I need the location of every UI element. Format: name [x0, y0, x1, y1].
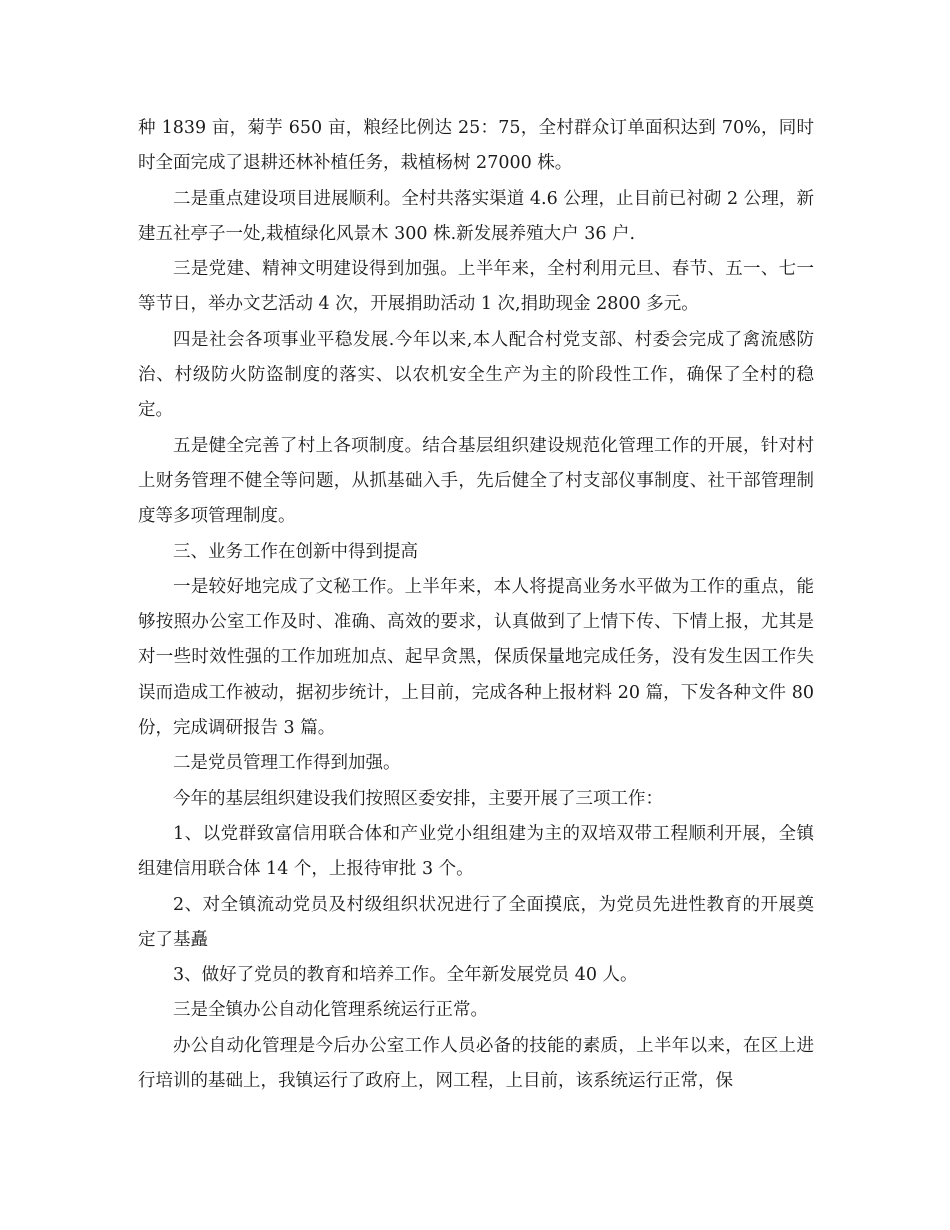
list-item-1: 1、以党群致富信用联合体和产业党小组组建为主的双培双带工程顺利开展，全镇组建信用联合体 14 个，上报待审批 3 个。	[138, 823, 814, 880]
paragraph-9: 今年的基层组织建设我们按照区委安排，主要开展了三项工作：	[173, 788, 663, 809]
list-item-2: 2、对全镇流动党员及村级组织状况进行了全面摸底，为党员先进性教育的开展奠定了基矗	[138, 894, 814, 950]
list-item-3: 3、做好了党员的教育和培养工作。全年新发展党员 40 人。	[173, 965, 638, 986]
paragraph-4: 四是社会各项事业平稳发展.今年以来,本人配合村党支部、村委会完成了禽流感防治、村级防火防盗制度的落实、以农机安全生产为主的阶段性工作，确保了全村的稳定。	[138, 329, 814, 421]
document-body	[138, 111, 814, 1099]
paragraph-14: 办公自动化管理是今后办公室工作人员必备的技能的素质，上半年以来，在区上进行培训的基础上，我镇运行了政府上，网工程，上目前，该系统运行正常，保	[138, 1035, 814, 1092]
paragraph-13: 三是全镇办公自动化管理系统运行正常。	[173, 1000, 488, 1021]
paragraph-5: 五是健全完善了村上各项制度。结合基层组织建设规范化管理工作的开展，针对村上财务管理不健全等问题，从抓基础入手，先后健全了村支部仪事制度、社干部管理制度等多项管理制度。	[138, 435, 814, 527]
paragraph-1: 种 1839 亩，菊芋 650 亩，粮经比例达 25：75，全村群众订单面积达到 70%，同时时全面完成了退耕还林补植任务，栽植杨树 27000 株。	[138, 118, 814, 174]
section-heading: 三、业务工作在创新中得到提高	[173, 541, 418, 562]
paragraph-2: 二是重点建设项目进展顺利。全村共落实渠道 4.6 公理，止目前已衬砌 2 公理，新建五社亭子一处,栽植绿化风景木 300 株.新发展养殖大户 36 户.	[138, 188, 814, 244]
paragraph-8: 二是党员管理工作得到加强。	[173, 753, 401, 774]
paragraph-7: 一是较好地完成了文秘工作。上半年来，本人将提高业务水平做为工作的重点，能够按照办公室工作及时、准确、高效的要求，认真做到了上情下传、下情上报，尤其是对一些时效性强的工作加班加点、起早贪黑，保质保量地完成任务，没有发生因工作失误而造成工作被动，据初步统计，上目前，完成各种上报材料 20 篇，下发各种文件 80 份，完成调研报告 3 篇。	[138, 576, 814, 739]
paragraph-3: 三是党建、精神文明建设得到加强。上半年来，全村利用元旦、春节、五一、七一等节日，举办文艺活动 4 次，开展捐助活动 1 次,捐助现金 2800 多元。	[138, 259, 814, 315]
